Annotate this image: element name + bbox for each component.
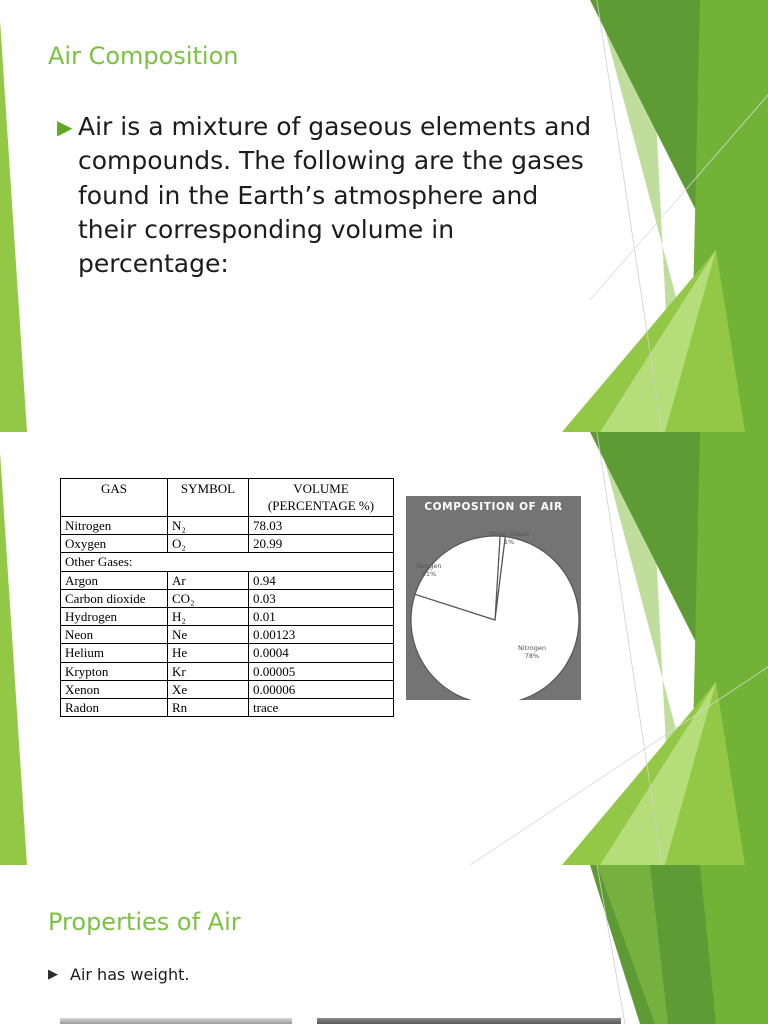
bullet-item — [57, 110, 597, 281]
table-cell: Ne — [168, 626, 249, 644]
table-cell: O₂ — [168, 535, 249, 553]
table-cell: Kr — [168, 662, 249, 680]
table-cell: Neon — [61, 626, 168, 644]
slide-decoration — [0, 865, 768, 1024]
table-body — [61, 517, 394, 717]
bullet-arrow-icon: ▶ — [48, 967, 58, 982]
bullet-text: Air is a mixture of gaseous elements and compounds. The following are the gases found in the Earth’s atmosphere and their corresponding volume in percentage: — [78, 112, 592, 279]
table-cell: 0.0004 — [249, 644, 394, 662]
table-row — [61, 662, 394, 680]
table-row — [61, 608, 394, 626]
table-cell: 0.00005 — [249, 662, 394, 680]
table-cell: Xenon — [61, 680, 168, 698]
slide-properties-of-air — [0, 865, 768, 1024]
table-cell: Ar — [168, 571, 249, 589]
table-row — [61, 553, 394, 571]
table-cell: N₂ — [168, 517, 249, 535]
header-gas: GAS — [61, 479, 168, 517]
table-cell: 0.03 — [249, 589, 394, 607]
table-cell: 0.94 — [249, 571, 394, 589]
image-placeholder-right — [317, 1018, 621, 1024]
table-cell: 78.03 — [249, 517, 394, 535]
table-cell: Helium — [61, 644, 168, 662]
table-cell: Krypton — [61, 662, 168, 680]
slide-title: Properties of Air — [48, 908, 241, 936]
bullet-text: Air has weight. — [70, 965, 190, 984]
table-cell: He — [168, 644, 249, 662]
table-cell: 20.99 — [249, 535, 394, 553]
pie-label-nitrogen: Nitrogen 78% — [518, 644, 546, 660]
gas-volume-table — [60, 478, 394, 717]
header-volume: VOLUME (PERCENTAGE %) — [249, 479, 394, 517]
table-cell: CO₂ — [168, 589, 249, 607]
table-cell: Carbon dioxide — [61, 589, 168, 607]
table-row — [61, 680, 394, 698]
slide-gas-table — [0, 432, 768, 865]
table-cell: 0.00006 — [249, 680, 394, 698]
table-cell: Nitrogen — [61, 517, 168, 535]
pie-svg — [406, 496, 581, 700]
bullet-arrow-icon: ▶ — [57, 115, 73, 139]
table-cell: 0.00123 — [249, 626, 394, 644]
table-cell: Rn — [168, 699, 249, 717]
table-cell: 0.01 — [249, 608, 394, 626]
image-placeholder-left — [60, 1018, 292, 1024]
table-row — [61, 699, 394, 717]
table-cell: Oxygen — [61, 535, 168, 553]
table-cell: Xe — [168, 680, 249, 698]
pie-label-oxygen: Oxygen 21% — [416, 562, 442, 578]
table-cell: Radon — [61, 699, 168, 717]
table-cell: Other Gases: — [61, 553, 394, 571]
table-row — [61, 571, 394, 589]
table-cell: Hydrogen — [61, 608, 168, 626]
slide-air-composition — [0, 0, 768, 432]
table-row — [61, 535, 394, 553]
table-row — [61, 517, 394, 535]
table-row — [61, 626, 394, 644]
table-row — [61, 589, 394, 607]
header-symbol: SYMBOL — [168, 479, 249, 517]
table-cell: Argon — [61, 571, 168, 589]
pie-chart — [406, 496, 581, 700]
table-header-row — [61, 479, 394, 517]
table-row — [61, 644, 394, 662]
slide-title: Air Composition — [48, 42, 239, 70]
table-cell: trace — [249, 699, 394, 717]
pie-label-other-gases: Other Gases 1% — [488, 530, 530, 546]
bullet-item — [48, 964, 189, 986]
chart-title: COMPOSITION OF AIR — [424, 501, 563, 513]
table-cell: H₂ — [168, 608, 249, 626]
